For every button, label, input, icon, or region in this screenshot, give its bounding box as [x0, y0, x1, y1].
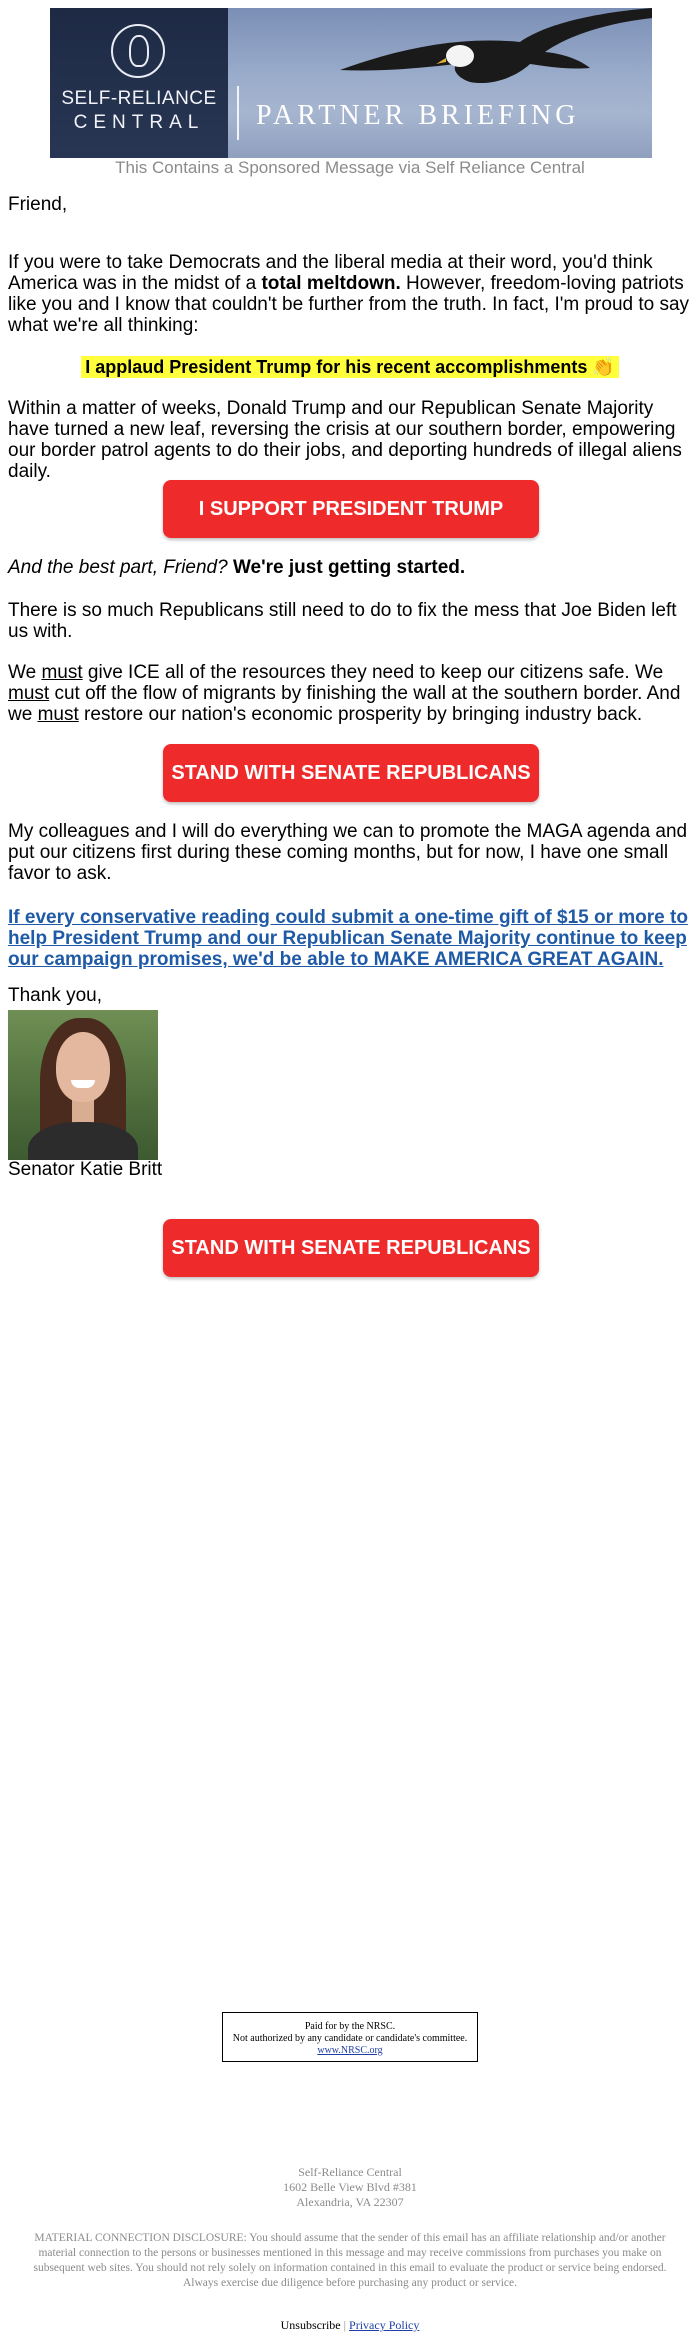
intro-text-end: However, freedom-loving patriots like you and I know that couldn't be further from the truth. In fact, I'm proud to say what we're all thinking:	[8, 273, 690, 336]
paragraph-colleagues: My colleagues and I will do everything we can to promote the MAGA agenda and put our citizens first during these coming months, but for now, I have one small favor to ask.	[8, 821, 688, 884]
footer-address	[0, 2165, 700, 2210]
footer-links	[0, 2318, 700, 2333]
eagle-seal-icon	[111, 24, 165, 78]
banner-divider	[237, 86, 239, 140]
privacy-policy-link[interactable]: Privacy Policy	[349, 2318, 420, 2332]
eagle-icon	[340, 8, 652, 98]
brand-name-line1: SELF-RELIANCE	[61, 88, 217, 109]
senator-photo	[8, 1010, 158, 1160]
intro-text: If you were to take Democrats and the liberal media at their word, you'd think America was in the midst of a	[8, 252, 653, 294]
banner-title: PARTNER BRIEFING	[256, 100, 580, 131]
header-banner[interactable]	[50, 8, 652, 158]
signoff: Thank you,	[8, 985, 102, 1006]
must-underline-2: must	[8, 683, 50, 704]
paragraph-must	[8, 662, 692, 725]
best-part-italic: And the best part, Friend?	[8, 557, 228, 578]
must-text-a: We	[8, 662, 42, 683]
brand-panel	[50, 8, 228, 158]
paragraph-intro	[8, 252, 692, 336]
signature: Senator Katie Britt	[8, 1159, 163, 1180]
footer-company: Self-Reliance Central	[298, 2165, 402, 2179]
unsubscribe-link[interactable]: Unsubscribe	[280, 2318, 341, 2332]
intro-bold: total meltdown.	[261, 273, 401, 294]
footer-street: 1602 Belle View Blvd #381	[283, 2180, 417, 2194]
paid-for-line2: Not authorized by any candidate or candidate's committee.	[232, 2033, 468, 2044]
sponsor-note: This Contains a Sponsored Message via Self Reliance Central	[115, 158, 585, 177]
nrsc-link[interactable]: www.NRSC.org	[317, 2045, 383, 2056]
footer-separator: |	[343, 2318, 347, 2332]
stand-with-republicans-button-bottom[interactable]: STAND WITH SENATE REPUBLICANS	[163, 1219, 539, 1277]
paid-for-line1: Paid for by the NRSC.	[304, 2021, 396, 2032]
paid-for-disclaimer	[222, 2012, 478, 2062]
greeting: Friend,	[8, 194, 68, 215]
material-disclosure: MATERIAL CONNECTION DISCLOSURE: You should assume that the sender of this email has an affiliate relationship and/or another material connection to the persons or businesses mentioned in this message and may receive commissions from purchases you make on subsequent web sites. You should not rely solely on information contained in this email to evaluate the product or service being endorsed. Always exercise due diligence before purchasing any product or service.	[33, 2232, 667, 2289]
paragraph-accomplishments: Within a matter of weeks, Donald Trump and our Republican Senate Majority have turned a new leaf, reversing the crisis at our southern border, empowering our border patrol agents to do their jobs, and deporting hundreds of illegal aliens daily.	[8, 398, 682, 482]
donate-link[interactable]: If every conservative reading could submit a one-time gift of $15 or more to help President Trump and our Republican Senate Majority continue to keep our campaign promises, we'd be able to MAKE AMERICA GREAT AGAIN.	[8, 907, 688, 970]
must-text-b: give ICE all of the resources they need to keep our citizens safe. We	[82, 662, 664, 683]
paragraph-mess: There is so much Republicans still need to do to fix the mess that Joe Biden left us with.	[8, 600, 677, 642]
must-underline-1: must	[41, 662, 83, 683]
support-trump-button[interactable]: I SUPPORT PRESIDENT TRUMP	[163, 480, 539, 538]
must-text-d: restore our nation's economic prosperity by bringing industry back.	[78, 704, 643, 725]
footer-city: Alexandria, VA 22307	[296, 2195, 404, 2209]
best-part-bold: We're just getting started.	[227, 557, 466, 578]
highlight-line	[0, 357, 700, 378]
brand-name-line2: CENTRAL	[73, 112, 205, 133]
paragraph-best-part	[8, 557, 692, 578]
must-underline-3: must	[37, 704, 79, 725]
stand-with-republicans-button[interactable]: STAND WITH SENATE REPUBLICANS	[163, 744, 539, 802]
must-text-c: cut off the flow of migrants by finishing the wall at the southern border. And we	[8, 683, 681, 725]
highlight-text: I applaud President Trump for his recent accomplishments 👏	[81, 356, 619, 378]
